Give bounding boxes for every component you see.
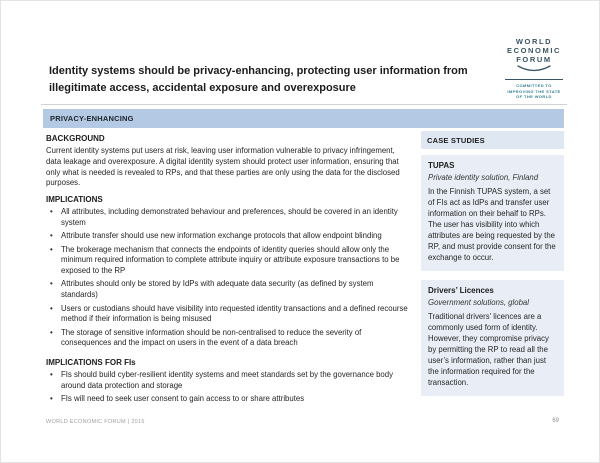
case-card-title: Drivers’ Licences <box>428 286 494 295</box>
background-body: Current identity systems put users at risk, leaving user information vulnerable to privacy infringement, data leakage and overexposure. A digital identity system should protect user information, ensuring that only what is needed is revealed to RPs, and that these parties are only using the data for the disclosed purposes. <box>46 146 400 188</box>
wef-swoosh-icon <box>516 65 552 74</box>
slide-title-line-2: illegitimate access, accidental exposure and overexposure <box>49 82 356 94</box>
privacy-enhancing-banner <box>43 109 564 128</box>
title-divider <box>41 104 567 105</box>
banner-label: PRIVACY-ENHANCING <box>50 114 134 123</box>
slide-title <box>49 63 489 97</box>
main-content <box>46 134 412 407</box>
background-heading: BACKGROUND <box>46 134 105 143</box>
footer-attribution: WORLD ECONOMIC FORUM | 2016 <box>46 419 145 425</box>
bullet-item: • FIs should build cyber-resilient identity systems and meet standards set by the governance body around data protection and storage <box>46 370 412 392</box>
case-studies-sidebar <box>421 131 564 405</box>
page-number: 69 <box>552 418 559 424</box>
bullet-item: • Attribute transfer should use new information exchange protocols that allow endpoint blinding <box>46 231 412 242</box>
bullet-item: • Attributes should only be stored by IdPs with adequate data security (as defined by system standards) <box>46 279 412 301</box>
implications-fis-list <box>46 370 412 405</box>
wef-logo-rule <box>505 79 563 80</box>
bullet-item: • The brokerage mechanism that connects the endpoints of identity queries should allow only the minimum required information to complete attribute inquiry or attribute exposure transactions to be exposed to the RP <box>46 245 412 277</box>
wef-tagline-line-3: OF THE WORLD <box>516 94 552 99</box>
implications-heading: IMPLICATIONS <box>46 195 103 205</box>
case-card-tupas <box>421 155 564 271</box>
case-card-subtitle: Private identity solution, Finland <box>428 172 539 182</box>
implications-fis-heading: IMPLICATIONS FOR FIs <box>46 357 136 367</box>
case-card-body: In the Finnish TUPAS system, a set of FIs act as IdPs and transfer user information on their behalf to RPs. The user has visibility into which attributes are being requested by the RP, and must provide consent for the exchange to occur. <box>428 187 556 262</box>
wef-logo-word-1: WORLD <box>515 37 553 46</box>
case-studies-heading: CASE STUDIES <box>421 131 564 149</box>
slide-title-line-1: Identity systems should be privacy-enhancing, protecting user information from <box>49 65 468 77</box>
bullet-item: • Users or custodians should have visibility into requested identity transactions and a defined recourse method if their information is being misused <box>46 304 412 326</box>
wef-tagline-line-1: COMMITTED TO <box>516 83 552 88</box>
case-card-subtitle: Government solutions, global <box>428 297 529 307</box>
wef-tagline-line-2: IMPROVING THE STATE <box>507 88 561 94</box>
implications-list <box>46 207 412 349</box>
case-card-title: TUPAS <box>428 161 455 170</box>
bullet-item: • FIs will need to seek user consent to gain access to or share attributes <box>46 394 412 405</box>
bullet-item: • The storage of sensitive information should be non-centralised to reduce the severity of consequences and the impact on users in the event of a data breach <box>46 328 412 350</box>
wef-logo <box>495 37 573 100</box>
case-card-body: Traditional drivers’ licences are a commonly used form of identity. However, they compromise privacy by permitting the RP to read all the user’s information, rather than just the information required for the transaction. <box>428 312 549 387</box>
wef-logo-word-3: FORUM <box>516 55 552 64</box>
wef-logo-word-2: ECONOMIC <box>506 46 562 55</box>
case-card-drivers-licences <box>421 280 564 396</box>
bullet-item: • All attributes, including demonstrated behaviour and preferences, should be covered in an identity system <box>46 207 412 229</box>
